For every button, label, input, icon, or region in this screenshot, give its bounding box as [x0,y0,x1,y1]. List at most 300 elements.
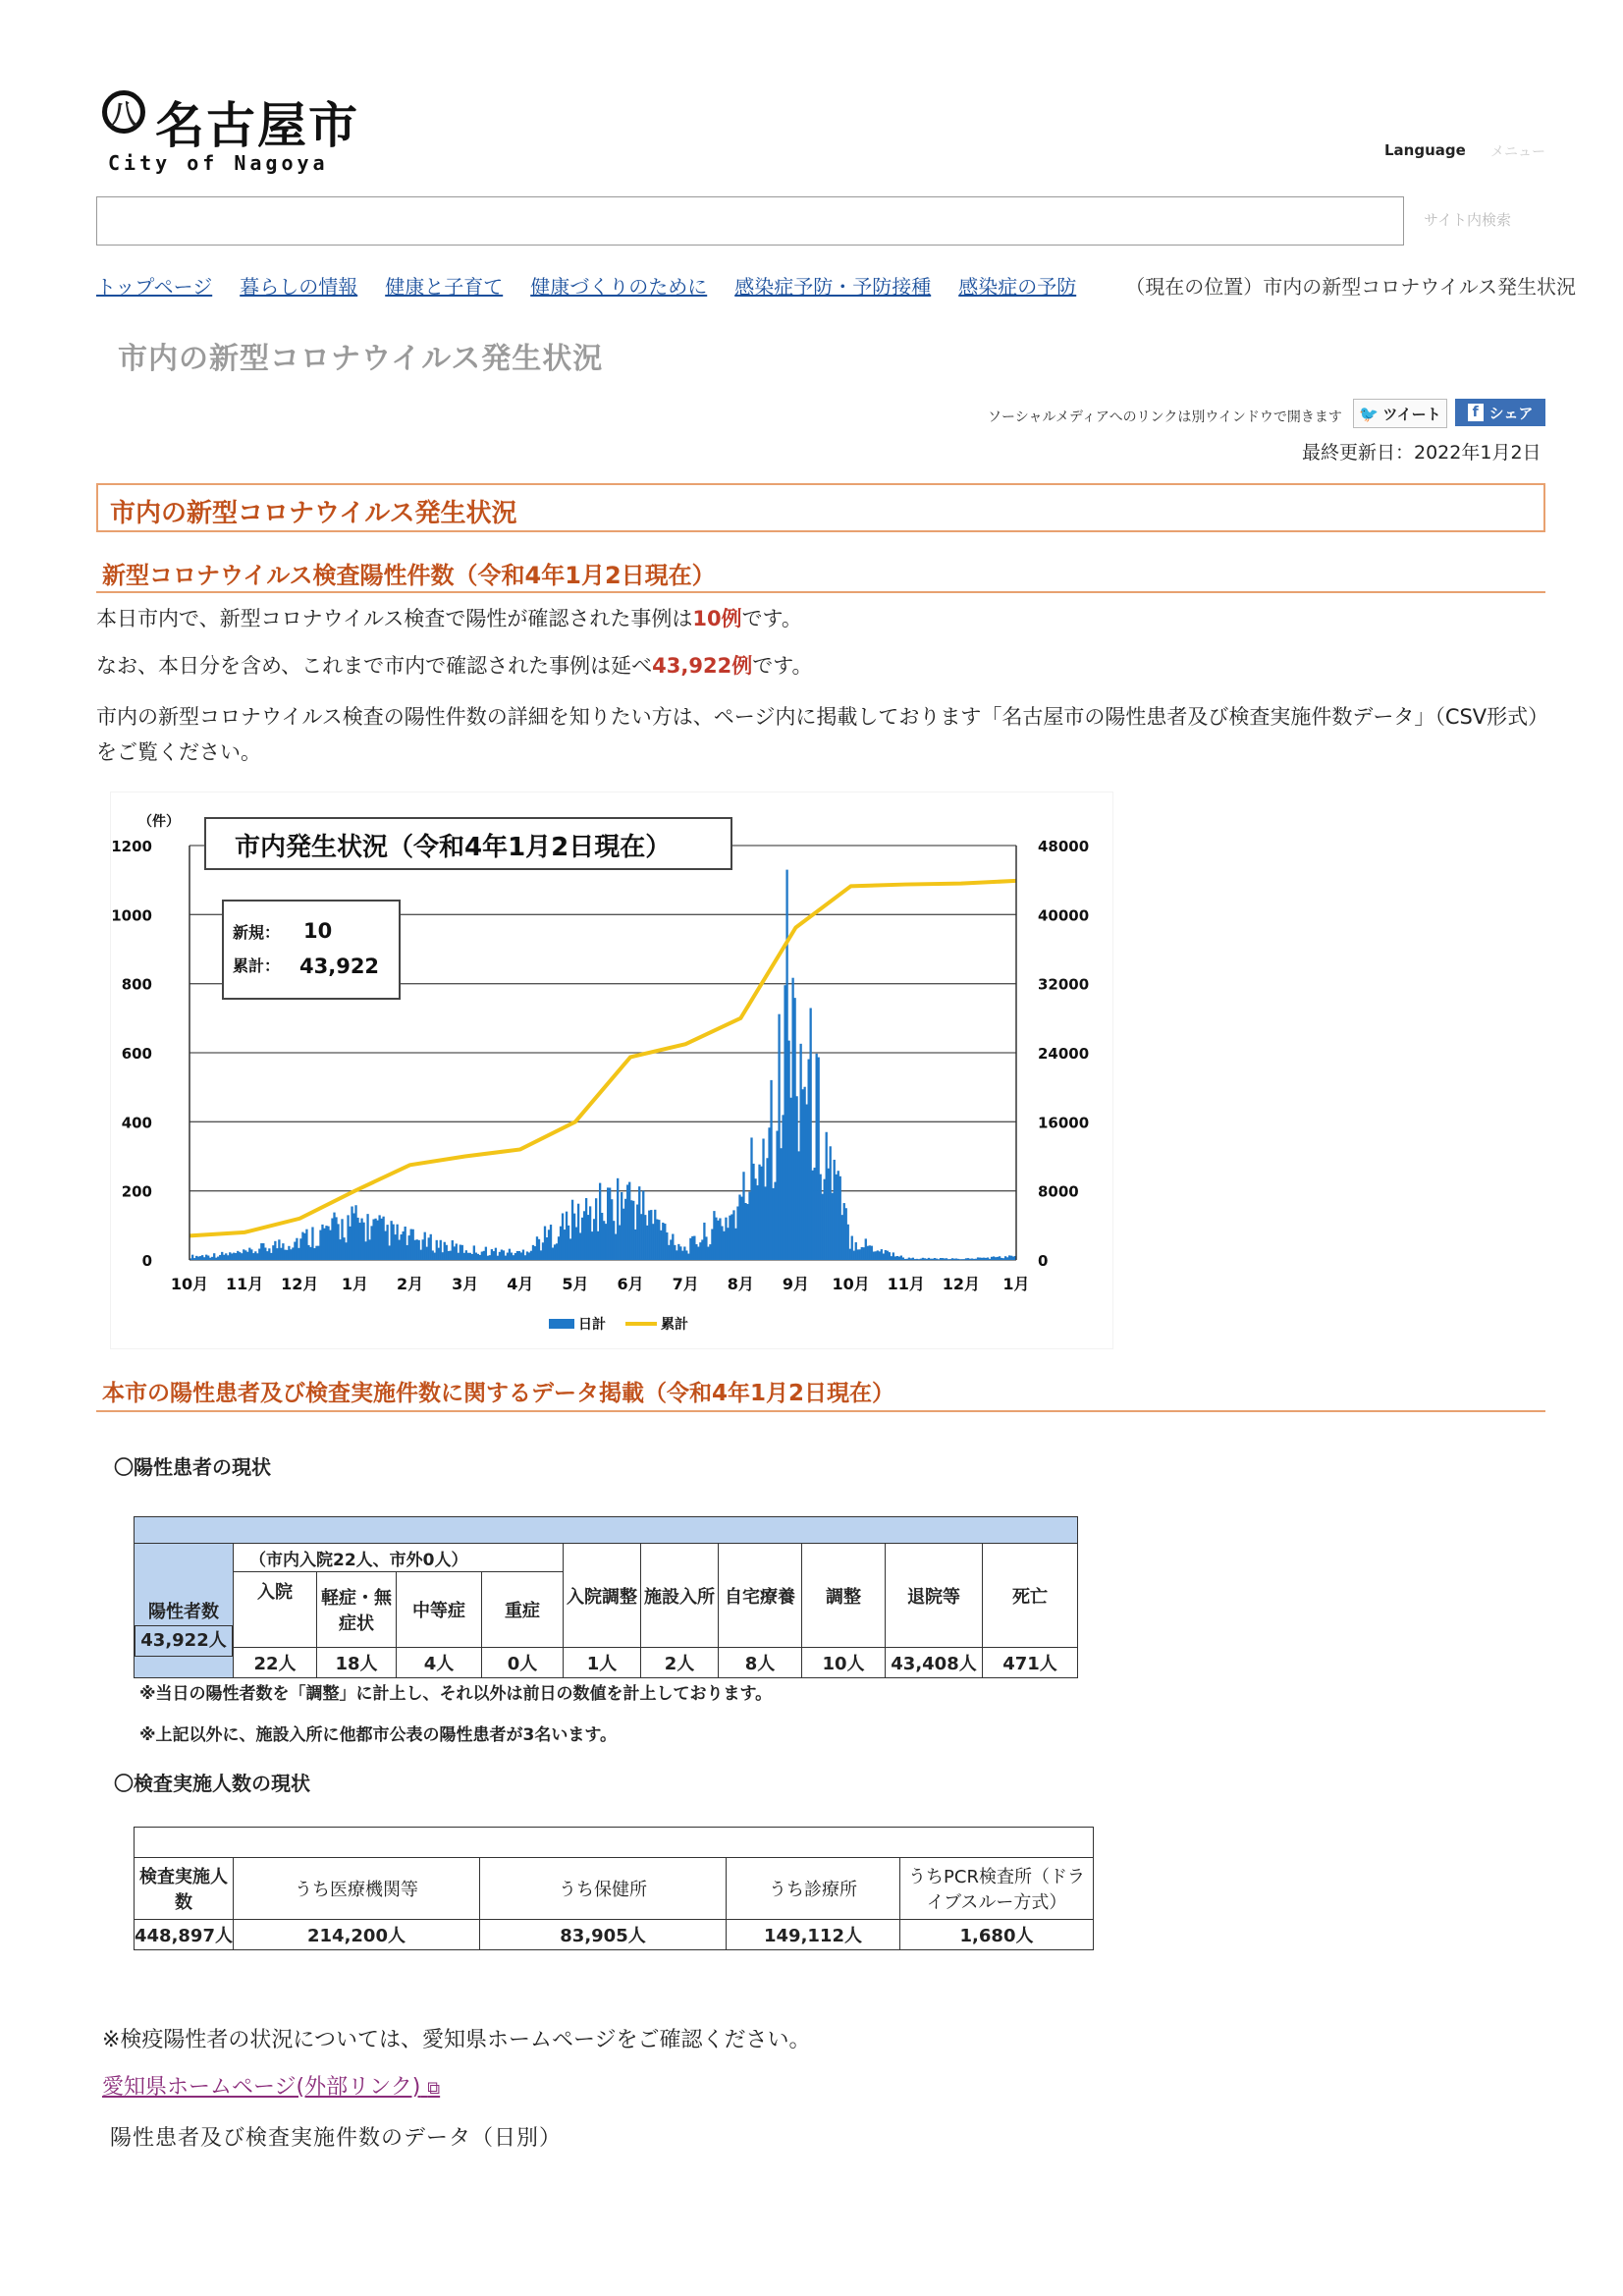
daily-bar [246,1252,248,1260]
daily-bar [838,1171,839,1260]
daily-bar [288,1246,290,1260]
daily-bar [632,1201,634,1260]
daily-bar [703,1223,705,1260]
daily-bar [438,1248,440,1260]
daily-bar [331,1219,333,1260]
daily-bar [881,1249,883,1260]
daily-bar [828,1169,830,1260]
daily-bar [524,1255,526,1260]
daily-bar [197,1257,199,1260]
daily-bar [603,1221,605,1260]
daily-bar [636,1205,638,1260]
sub-heading: 新型コロナウイルス検査陽性件数（令和4年1月2日現在） [102,562,716,589]
daily-bar [491,1249,493,1260]
daily-bar [534,1246,536,1260]
status-table [134,1516,1078,1678]
daily-bar [380,1219,382,1260]
daily-bar [522,1250,524,1260]
test-header-pcr: うちPCR検査所（ドライブスルー方式） [900,1858,1094,1920]
daily-bar [262,1243,264,1260]
daily-bar [691,1236,693,1260]
daily-bar [426,1247,428,1260]
test-value-clinic: 149,112人 [727,1920,900,1950]
value-discharged: 43,408人 [886,1648,983,1678]
facebook-share-button[interactable] [1455,399,1545,426]
status-note-1: ※当日の陽性者数を「調整」に計上し、それ以外は前日の数値を計上しております。 [139,1684,773,1704]
daily-bar [351,1206,352,1260]
daily-bar [526,1251,528,1260]
header-discharged: 退院等 [886,1544,983,1648]
daily-bar [1002,1258,1004,1260]
daily-bar [973,1259,975,1260]
daily-bar [213,1253,215,1260]
daily-bar [292,1247,294,1260]
header-positive: 陽性者数 [135,1544,234,1678]
daily-bar [571,1200,573,1260]
daily-bar [857,1249,859,1260]
daily-bar [822,1194,824,1260]
daily-bar [963,1259,965,1260]
daily-bar [944,1258,946,1260]
daily-bar [397,1225,399,1260]
quarantine-note: ※検疫陽性者の状況については、愛知県ホームページをご確認ください。 [102,2028,811,2052]
daily-bar [683,1246,685,1260]
daily-bar [887,1251,889,1260]
daily-bar [993,1256,995,1260]
tweet-button[interactable] [1353,399,1447,428]
breadcrumb-health-promotion[interactable]: 健康づくりのために [530,275,708,299]
daily-bar [666,1232,668,1260]
daily-bar [544,1227,546,1260]
daily-bar [940,1258,942,1260]
daily-bar [729,1216,730,1260]
breadcrumb-infection-vaccination[interactable]: 感染症予防・予防接種 [734,275,932,299]
stats-new-value: 10 [303,919,333,943]
daily-bar [368,1239,370,1260]
daily-bar [902,1257,904,1260]
daily-bar [321,1225,323,1260]
daily-bar [766,1158,768,1260]
daily-bar [734,1229,736,1260]
status-table-group-row [135,1544,1078,1572]
daily-bar [768,1127,770,1260]
daily-bar [793,998,795,1260]
daily-bar [370,1226,372,1260]
daily-bar [418,1240,420,1260]
daily-bar [711,1230,713,1260]
breadcrumb-living[interactable]: 暮らしの情報 [240,275,358,299]
daily-bar [414,1240,416,1260]
daily-bar [528,1252,530,1260]
daily-bar [685,1250,687,1260]
daily-bar [469,1253,471,1260]
language-button[interactable]: Language [1384,141,1466,159]
daily-bar [843,1203,845,1260]
daily-bar [983,1258,985,1260]
aichi-link-label[interactable]: 愛知県ホームページ(外部リンク) [102,2075,421,2100]
daily-bar [836,1175,838,1260]
daily-bar [879,1251,881,1260]
daily-bar [1010,1256,1012,1260]
daily-bar [853,1251,855,1260]
daily-bar [360,1219,362,1260]
month-tick-label: 2月 [396,1275,424,1293]
right-tick-label: 48000 [1038,838,1090,855]
daily-bar [709,1244,711,1260]
daily-bar [583,1211,585,1260]
daily-bar [799,1044,801,1260]
daily-bar [893,1252,894,1260]
aichi-link[interactable] [102,2070,440,2101]
daily-bar [483,1251,485,1260]
daily-bar [967,1258,969,1260]
daily-bar [237,1251,239,1260]
daily-bar [782,1115,784,1260]
daily-bar [814,1168,816,1260]
daily-bar [859,1249,861,1260]
daily-bar [732,1210,734,1260]
chart-title-box [205,818,731,869]
daily-bar [750,1137,752,1260]
daily-bar [621,1192,622,1260]
value-hospitalized: 22人 [234,1648,317,1678]
daily-bar [820,1175,822,1260]
daily-bar [444,1242,446,1260]
daily-bar [736,1206,738,1260]
daily-bar [452,1240,454,1260]
test-value-medical: 214,200人 [234,1920,480,1950]
daily-bar [520,1252,522,1260]
daily-bar [810,1008,812,1260]
paragraph-today: 本日市内で、新型コロナウイルス検査で陽性が確認された事例は10例です。 [96,607,802,630]
daily-bar [1006,1257,1008,1260]
daily-bar [824,1179,826,1260]
daily-bar [434,1253,436,1260]
daily-bar [207,1256,209,1260]
value-positive: 43,922人 [135,1625,233,1657]
daily-bar [341,1219,343,1260]
daily-bar [319,1230,321,1260]
daily-bar [546,1237,548,1260]
month-tick-label: 1月 [341,1275,368,1293]
month-tick-label: 1月 [1002,1275,1030,1293]
daily-bar [374,1219,376,1260]
daily-bar [784,985,785,1260]
daily-bar [307,1245,309,1260]
daily-bar [298,1248,299,1260]
daily-bar [707,1247,709,1260]
daily-bar [191,1255,193,1260]
daily-bar [235,1253,237,1260]
search-button[interactable]: サイト内検索 [1424,211,1511,229]
daily-bar [278,1239,280,1260]
daily-bar [699,1242,701,1260]
stats-total-label: 累計： [233,957,281,975]
daily-bar [217,1257,219,1260]
test-table [134,1827,1094,1950]
daily-bar [248,1248,250,1260]
daily-bar [550,1225,552,1260]
daily-bar [723,1231,725,1260]
daily-bar [323,1229,325,1260]
left-tick-label: 1000 [111,906,152,925]
stats-total-value: 43,922 [299,955,380,978]
daily-bar [507,1253,509,1260]
daily-bar [356,1218,358,1260]
daily-bar [354,1205,356,1260]
chart-stats-box [223,901,400,999]
breadcrumb-current: （現在の位置）市内の新型コロナウイルス発生状況 [1125,275,1577,299]
daily-bar [642,1190,644,1260]
daily-bar [376,1221,378,1260]
search-input[interactable] [96,196,1404,246]
daily-bar [689,1238,691,1260]
daily-bar [499,1252,501,1260]
daily-bar [347,1215,349,1260]
daily-bar [471,1254,473,1260]
daily-bar [473,1245,475,1260]
daily-bar [865,1238,867,1260]
breadcrumb-top[interactable]: トップページ [96,275,213,299]
daily-bar [774,1182,776,1260]
daily-bar [268,1248,270,1260]
daily-bar [463,1253,465,1260]
daily-bar [947,1259,949,1260]
daily-bar [617,1178,619,1260]
daily-bar [995,1257,997,1260]
daily-bar [959,1259,961,1260]
daily-bar [679,1246,681,1260]
daily-bar [920,1259,922,1260]
daily-bar [258,1249,260,1260]
daily-bar [199,1256,201,1260]
daily-bar [219,1255,221,1260]
test-value-total: 448,897人 [135,1920,234,1950]
daily-bar [938,1259,940,1260]
daily-bar [969,1259,971,1260]
daily-bar [985,1258,987,1260]
daily-bar [489,1255,491,1260]
daily-bar [730,1214,732,1260]
daily-bar [313,1248,315,1260]
header-mild: 軽症・無症状 [317,1572,397,1648]
legend-daily-label: 日計 [578,1317,606,1333]
daily-bar [900,1256,902,1260]
daily-bar [299,1238,301,1260]
daily-bar [333,1213,335,1260]
right-tick-label: 24000 [1038,1045,1090,1063]
daily-bar [834,1160,836,1260]
daily-bar [305,1230,307,1260]
test-header-medical: うち医療機関等 [234,1858,480,1920]
share-label: シェア [1488,404,1534,422]
daily-bar [540,1250,542,1260]
header-death: 死亡 [983,1544,1078,1648]
daily-bar [252,1253,254,1260]
month-tick-label: 7月 [672,1275,699,1293]
daily-bar [717,1221,719,1260]
daily-bar [511,1253,513,1260]
daily-bar [514,1253,516,1260]
daily-bar [754,1178,756,1260]
daily-bar [609,1187,611,1260]
daily-bar [345,1242,347,1260]
daily-bar [605,1224,607,1260]
daily-bar [816,1054,818,1260]
city-logo-subtitle: City of Nagoya [108,151,329,175]
daily-bar [611,1199,613,1260]
month-tick-label: 4月 [507,1275,534,1293]
chart-legend [549,1316,688,1333]
daily-bar [772,1188,774,1260]
daily-bar [748,1192,750,1260]
page-title: 市内の新型コロナウイルス発生状況 [118,342,604,376]
daily-bar [362,1223,364,1260]
daily-bar [932,1259,934,1260]
daily-bar [999,1256,1001,1260]
twitter-bird-icon: 🐦 [1359,404,1380,423]
breadcrumb-health-child[interactable]: 健康と子育て [385,275,504,299]
daily-bar [487,1256,489,1260]
daily-bar [542,1242,544,1260]
menu-button[interactable]: メニュー [1490,144,1545,160]
daily-bar [372,1220,374,1260]
left-tick-label: 600 [121,1045,152,1063]
daily-bar [241,1253,243,1260]
daily-bar [961,1259,963,1260]
daily-bar [201,1255,203,1260]
daily-bar [615,1234,617,1260]
daily-bar [668,1245,670,1260]
data-heading-rule [96,1410,1545,1412]
right-tick-label: 8000 [1038,1182,1079,1201]
daily-bar [883,1254,885,1260]
daily-bar [658,1220,660,1260]
daily-bar [352,1213,354,1260]
test-table-header-row [135,1858,1094,1920]
daily-bar [778,1014,780,1260]
daily-bar [428,1237,430,1260]
city-logo-text[interactable]: 名古屋市 [155,97,359,154]
right-tick-label: 32000 [1038,975,1090,994]
daily-bar [795,1096,797,1260]
daily-bar [556,1243,558,1260]
daily-bar [640,1214,642,1260]
daily-bar [272,1245,274,1260]
daily-bar [225,1253,227,1260]
breadcrumb-infection-prevention[interactable]: 感染症の予防 [958,275,1077,299]
chart-svg [111,793,1112,1348]
value-facility: 2人 [641,1648,719,1678]
daily-bar [693,1236,695,1260]
daily-bar [416,1239,418,1260]
daily-bar [830,1146,832,1260]
stats-new-label: 新規： [233,923,281,942]
daily-bar [719,1218,721,1260]
daily-bar [467,1253,469,1260]
daily-bar [264,1248,266,1260]
value-moderate: 4人 [397,1648,482,1678]
month-tick-label: 10月 [832,1275,870,1293]
daily-bar [965,1258,967,1260]
daily-bar [664,1224,666,1260]
right-tick-label: 40000 [1038,906,1090,925]
header-severe: 重症 [482,1572,564,1648]
status-table-header-bar [135,1517,1078,1544]
daily-bar [646,1226,648,1260]
daily-bar [205,1255,207,1260]
left-tick-label: 1200 [111,838,152,855]
daily-bar [891,1256,893,1260]
daily-bar [388,1245,390,1260]
daily-bar [869,1245,871,1260]
daily-bar [656,1219,658,1260]
daily-bar [762,1138,764,1260]
daily-bar [904,1259,906,1260]
month-tick-label: 11月 [887,1275,925,1293]
daily-bar [681,1251,683,1260]
daily-bar [742,1172,744,1260]
daily-bar [518,1251,520,1260]
daily-bar [770,1080,772,1260]
daily-bar [250,1249,252,1260]
paragraph-csv: 市内の新型コロナウイルス検査の陽性件数の詳細を知りたい方は、ページ内に掲載しております「名古屋市の陽性患者及び検査実施件数データ」（CSV形式）をご覧ください。 [96,705,1539,764]
data-heading: 本市の陽性患者及び検査実施件数に関するデータ掲載（令和4年1月2日現在） [102,1381,895,1406]
daily-bar [382,1217,384,1260]
daily-bar [845,1208,847,1260]
daily-bar [569,1238,571,1260]
daily-bar [303,1233,305,1260]
daily-bar [863,1247,865,1260]
daily-bar [896,1256,898,1260]
daily-bar [329,1230,331,1260]
daily-bar [591,1231,593,1260]
month-tick-label: 10月 [170,1275,209,1293]
daily-bar [243,1249,244,1260]
left-tick-label: 400 [121,1114,152,1132]
daily-bar [339,1239,341,1260]
daily-bar [479,1255,481,1260]
daily-bar [458,1253,460,1260]
daily-bar [410,1230,412,1260]
daily-bar [422,1239,424,1260]
daily-bar [254,1251,256,1260]
daily-bar [366,1214,368,1260]
daily-bar [908,1258,910,1260]
daily-bar [758,1165,760,1260]
daily-bar [826,1132,828,1260]
daily-bar [193,1258,195,1260]
daily-bar [364,1241,366,1260]
month-tick-label: 12月 [281,1275,319,1293]
month-tick-label: 9月 [782,1275,810,1293]
daily-bar [575,1228,577,1260]
daily-bar [701,1239,703,1260]
daily-bar [873,1252,875,1260]
daily-bar [832,1193,834,1260]
daily-bar [315,1246,317,1260]
daily-bar [581,1218,583,1260]
daily-bar [401,1234,403,1260]
daily-bar [652,1224,654,1260]
left-tick-label: 200 [121,1182,152,1201]
daily-bar [554,1244,556,1260]
daily-bar [744,1203,746,1260]
daily-bar [231,1253,233,1260]
daily-bar [408,1235,410,1260]
test-header-total: 検査実施人数 [135,1858,234,1920]
daily-bar [390,1221,392,1260]
